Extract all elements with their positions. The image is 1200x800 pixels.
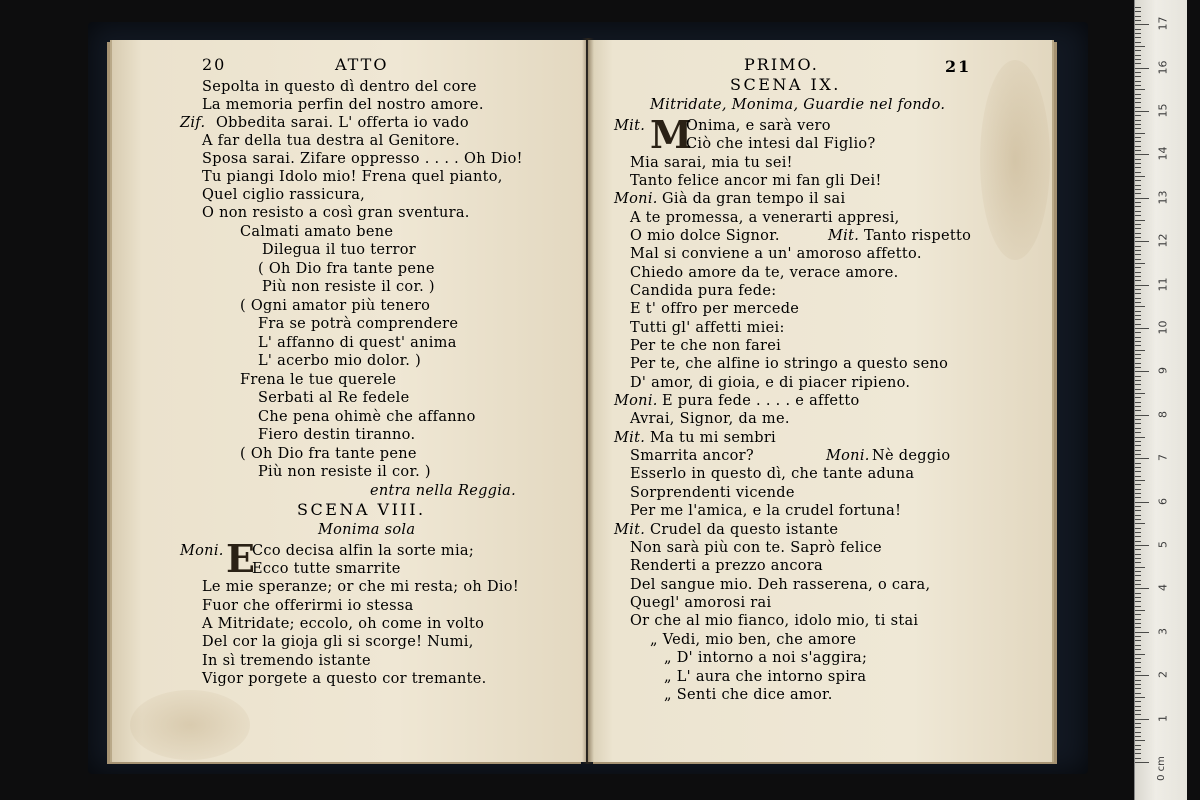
ruler-tick [1135, 588, 1149, 589]
page-number: 21 [945, 57, 972, 76]
ruler-label: 3 [1156, 627, 1170, 635]
paper-stain [980, 60, 1050, 260]
drop-capital: E [226, 536, 255, 581]
speaker-label: Moni. [614, 393, 658, 409]
aria-line: Dilegua il tuo terror [262, 242, 416, 258]
ruler-tick [1135, 693, 1141, 694]
ruler-tick [1135, 684, 1141, 685]
verse-line: E pura fede . . . . e affetto [662, 393, 860, 409]
ruler-tick [1135, 120, 1141, 121]
ruler-tick [1135, 667, 1141, 668]
speaker-label: Mit. [828, 228, 860, 244]
ruler-tick [1135, 376, 1141, 377]
ruler-tick [1135, 215, 1141, 216]
ruler-tick [1135, 567, 1145, 568]
ruler-tick [1135, 497, 1141, 498]
ruler-tick [1135, 762, 1149, 763]
speaker-label: Moni. [180, 543, 224, 559]
ruler-tick [1135, 701, 1141, 702]
ruler-tick [1135, 727, 1141, 728]
ruler-tick [1135, 467, 1141, 468]
ruler-tick [1135, 167, 1141, 168]
aria-line: „ Senti che dice amor. [664, 687, 833, 703]
ruler-tick [1135, 224, 1141, 225]
ruler-tick [1135, 458, 1149, 459]
ruler-tick [1135, 601, 1141, 602]
verse-line: D' amor, di gioia, e di piacer ripieno. [630, 375, 911, 391]
ruler-tick [1135, 432, 1141, 433]
scene-characters: Monima sola [318, 522, 416, 538]
ruler-label: 13 [1156, 190, 1170, 205]
ruler-tick [1135, 510, 1141, 511]
ruler-tick [1135, 20, 1141, 21]
speaker-label: Mit. [614, 522, 646, 538]
ruler-tick [1135, 736, 1141, 737]
aria-line: ( Oh Dio fra tante pene [258, 261, 435, 277]
running-head: ATTO [335, 55, 389, 74]
ruler-tick [1135, 98, 1141, 99]
ruler-tick [1135, 675, 1149, 676]
ruler-tick [1135, 732, 1141, 733]
ruler-tick [1135, 137, 1141, 138]
ruler-tick [1135, 72, 1141, 73]
aria-line: Frena le tue querele [240, 372, 397, 388]
ruler-tick [1135, 384, 1141, 385]
ruler-unit-label: 0 cm [1155, 756, 1167, 781]
verse-line: Cco decisa alfin la sorte mia; [252, 543, 475, 559]
ruler-tick [1135, 33, 1141, 34]
ruler-tick [1135, 16, 1141, 17]
ruler-tick [1135, 193, 1141, 194]
verse-line: Candida pura fede: [630, 283, 777, 299]
ruler-tick [1135, 150, 1141, 151]
ruler-tick [1135, 107, 1141, 108]
ruler-tick [1135, 523, 1145, 524]
ruler-tick [1135, 749, 1141, 750]
ruler-tick [1135, 619, 1141, 620]
ruler-tick [1135, 549, 1141, 550]
ruler-tick [1135, 697, 1145, 698]
ruler-tick [1135, 7, 1141, 8]
ruler-tick [1135, 159, 1141, 160]
ruler-tick [1135, 584, 1141, 585]
ruler-tick [1135, 46, 1145, 47]
ruler-tick [1135, 11, 1141, 12]
ruler-label: 12 [1156, 233, 1170, 248]
ruler-tick [1135, 541, 1141, 542]
ruler-tick [1135, 37, 1141, 38]
ruler-tick [1135, 562, 1141, 563]
ruler-tick [1135, 428, 1141, 429]
ruler-tick [1135, 519, 1141, 520]
scene-heading: SCENA IX. [730, 75, 841, 94]
ruler-tick [1135, 402, 1141, 403]
verse-line: Onima, e sarà vero [686, 118, 831, 134]
ruler-tick [1135, 128, 1141, 129]
ruler-tick [1135, 237, 1141, 238]
ruler-label: 6 [1156, 497, 1170, 505]
aria-line: „ Vedi, mio ben, che amore [650, 632, 857, 648]
aria-line: ( Ogni amator più tenero [240, 298, 431, 314]
ruler-tick [1135, 441, 1141, 442]
ruler-tick [1135, 480, 1145, 481]
ruler-tick [1135, 680, 1141, 681]
ruler-tick [1135, 89, 1145, 90]
ruler-label: 9 [1156, 367, 1170, 375]
ruler-tick [1135, 745, 1141, 746]
ruler-tick [1135, 59, 1141, 60]
verse-line: Per me l'amica, e la crudel fortuna! [630, 503, 902, 519]
verse-line: A te promessa, a venerarti appresi, [630, 210, 900, 226]
ruler-tick [1135, 328, 1149, 329]
ruler-tick [1135, 163, 1141, 164]
ruler-tick [1135, 141, 1141, 142]
ruler-tick [1135, 50, 1141, 51]
ruler-tick [1135, 202, 1141, 203]
ruler-tick [1135, 363, 1141, 364]
verse-line: Sepolta in questo dì dentro del core [202, 79, 477, 95]
ruler-tick [1135, 645, 1141, 646]
ruler-tick [1135, 662, 1141, 663]
speaker-label: Moni. [614, 191, 658, 207]
ruler-tick [1135, 476, 1141, 477]
ruler-tick [1135, 76, 1141, 77]
ruler-tick [1135, 285, 1149, 286]
verse-line: Tanto rispetto [864, 228, 972, 244]
ruler-tick [1135, 211, 1141, 212]
verse-line: In sì tremendo istante [202, 653, 371, 669]
verse-line: Ecco tutte smarrite [252, 561, 401, 577]
aria-line: Che pena ohimè che affanno [258, 409, 476, 425]
ruler-tick [1135, 345, 1141, 346]
ruler-tick [1135, 532, 1141, 533]
ruler-tick [1135, 515, 1141, 516]
ruler-tick [1135, 272, 1141, 273]
ruler-tick [1135, 354, 1141, 355]
ruler-tick [1135, 63, 1141, 64]
ruler-tick [1135, 671, 1141, 672]
ruler-tick [1135, 593, 1141, 594]
aria-line: ( Oh Dio fra tante pene [240, 446, 417, 462]
verse-line: Tanto felice ancor mi fan gli Dei! [630, 173, 882, 189]
ruler-tick [1135, 597, 1141, 598]
ruler-tick [1135, 484, 1141, 485]
ruler-tick [1135, 423, 1141, 424]
ruler-tick [1135, 606, 1141, 607]
verse-line: A far della tua destra al Genitore. [202, 133, 460, 149]
ruler-tick [1135, 580, 1141, 581]
verse-line: Chiedo amore da te, verace amore. [630, 265, 899, 281]
ruler-tick [1135, 706, 1141, 707]
verse-line: Mal si conviene a un' amoroso affetto. [630, 246, 922, 262]
ruler-tick [1135, 471, 1141, 472]
ruler-tick [1135, 298, 1141, 299]
ruler-tick [1135, 267, 1141, 268]
ruler-label: 1 [1156, 714, 1170, 722]
verse-line: La memoria perfin del nostro amore. [202, 97, 484, 113]
aria-line: Più non resiste il cor. ) [258, 464, 431, 480]
ruler-tick [1135, 180, 1141, 181]
ruler-tick [1135, 176, 1145, 177]
ruler-tick [1135, 115, 1141, 116]
verse-line: Tu piangi Idolo mio! Frena quel pianto, [202, 169, 503, 185]
ruler-tick [1135, 42, 1141, 43]
verse-line: Non sarà più con te. Saprò felice [630, 540, 882, 556]
verse-line: Per te, che alfine io stringo a questo seno [630, 356, 949, 372]
stage-direction: entra nella Reggia. [370, 483, 517, 499]
ruler-tick [1135, 397, 1141, 398]
ruler-tick [1135, 29, 1141, 30]
ruler-tick [1135, 133, 1145, 134]
verse-line: Del cor la gioja gli si scorge! Numi, [202, 634, 474, 650]
ruler-label: 10 [1156, 320, 1170, 335]
verse-line: Nè deggio [872, 448, 951, 464]
ruler-tick [1135, 419, 1141, 420]
ruler-tick [1135, 324, 1141, 325]
verse-line: Esserlo in questo dì, che tante aduna [630, 466, 915, 482]
ruler-tick [1135, 528, 1141, 529]
verse-line: Or che al mio fianco, idolo mio, ti stai [630, 613, 919, 629]
ruler-tick [1135, 55, 1141, 56]
verse-line: O mio dolce Signor. [630, 228, 780, 244]
ruler-tick [1135, 740, 1145, 741]
aria-line: Più non resiste il cor. ) [262, 279, 435, 295]
ruler-tick [1135, 389, 1141, 390]
ruler-tick [1135, 189, 1141, 190]
ruler-tick [1135, 502, 1149, 503]
ruler-tick [1135, 506, 1141, 507]
verse-line: Tutti gl' affetti miei: [630, 320, 785, 336]
speaker-label: Zif. [180, 115, 206, 131]
ruler-tick [1135, 206, 1141, 207]
ruler-tick [1135, 719, 1149, 720]
ruler-label: 16 [1156, 60, 1170, 75]
ruler-tick [1135, 111, 1149, 112]
ruler-tick [1135, 406, 1141, 407]
ruler-tick [1135, 640, 1141, 641]
ruler-tick [1135, 367, 1141, 368]
ruler-tick [1135, 68, 1149, 69]
verse-line: Crudel da questo istante [650, 522, 839, 538]
verse-line: Vigor porgete a questo cor tremante. [202, 671, 487, 687]
ruler-label: 7 [1156, 454, 1170, 462]
aria-line: Fiero destin tiranno. [258, 427, 416, 443]
verse-line: E t' offro per mercede [630, 301, 800, 317]
ruler-label: 14 [1156, 146, 1170, 161]
ruler-tick [1135, 293, 1141, 294]
ruler-tick [1135, 220, 1145, 221]
verse-line: Smarrita ancor? [630, 448, 754, 464]
ruler-tick [1135, 463, 1141, 464]
ruler-tick [1135, 302, 1141, 303]
ruler-tick [1135, 94, 1141, 95]
ruler-label: 2 [1156, 671, 1170, 679]
ruler-tick [1135, 371, 1149, 372]
ruler-tick [1135, 489, 1141, 490]
ruler-tick [1135, 124, 1141, 125]
ruler-tick [1135, 172, 1141, 173]
ruler-tick [1135, 254, 1141, 255]
ruler-tick [1135, 228, 1141, 229]
ruler-tick [1135, 649, 1141, 650]
ruler-tick [1135, 315, 1141, 316]
ruler-tick [1135, 380, 1141, 381]
ruler-tick [1135, 263, 1145, 264]
ruler-tick [1135, 410, 1141, 411]
ruler-tick [1135, 393, 1145, 394]
ruler-tick [1135, 350, 1145, 351]
paper-stain [130, 690, 250, 760]
ruler-tick [1135, 536, 1141, 537]
ruler-tick [1135, 445, 1141, 446]
ruler-tick [1135, 658, 1141, 659]
ruler-tick [1135, 450, 1141, 451]
ruler-tick [1135, 319, 1141, 320]
ruler-tick [1135, 575, 1141, 576]
ruler-tick [1135, 545, 1149, 546]
speaker-label: Mit. [614, 430, 646, 446]
ruler-tick [1135, 623, 1141, 624]
verse-line: A Mitridate; eccolo, oh come in volto [202, 616, 485, 632]
ruler-tick [1135, 723, 1141, 724]
ruler-tick [1135, 341, 1141, 342]
verse-line: Già da gran tempo il sai [662, 191, 846, 207]
verse-line: Mia sarai, mia tu sei! [630, 155, 793, 171]
aria-line: „ D' intorno a noi s'aggira; [664, 650, 868, 666]
ruler-label: 5 [1156, 541, 1170, 548]
speaker-label: Moni. [826, 448, 870, 464]
aria-line: Fra se potrà comprendere [258, 316, 459, 332]
ruler-tick [1135, 154, 1149, 155]
ruler-tick [1135, 332, 1141, 333]
verse-line: Sorprendenti vicende [630, 485, 795, 501]
drop-capital: M [650, 112, 693, 157]
verse-line: Ma tu mi sembri [650, 430, 776, 446]
speaker-label: Mit. [614, 118, 646, 134]
ruler-tick [1135, 233, 1141, 234]
ruler-tick [1135, 558, 1141, 559]
ruler-label: 4 [1156, 584, 1170, 592]
scene-heading: SCENA VIII. [297, 500, 426, 519]
verse-line: Renderti a prezzo ancora [630, 558, 823, 574]
verse-line: Sposa sarai. Zifare oppresso . . . . Oh Dio! [202, 151, 523, 167]
measuring-ruler [1134, 0, 1187, 800]
ruler-tick [1135, 632, 1149, 633]
ruler-tick [1135, 714, 1141, 715]
ruler-tick [1135, 306, 1145, 307]
verse-line: Fuor che offerirmi io stessa [202, 598, 414, 614]
ruler-tick [1135, 688, 1141, 689]
book-gutter [582, 38, 594, 764]
verse-line: Avrai, Signor, da me. [630, 411, 790, 427]
ruler-tick [1135, 81, 1141, 82]
page-number: 20 [202, 55, 227, 74]
ruler-tick [1135, 337, 1141, 338]
ruler-tick [1135, 554, 1141, 555]
ruler-tick [1135, 415, 1149, 416]
ruler-tick [1135, 246, 1141, 247]
verse-line: Quegl' amorosi rai [630, 595, 772, 611]
ruler-tick [1135, 276, 1141, 277]
ruler-tick [1135, 437, 1145, 438]
verse-line: O non resisto a così gran sventura. [202, 205, 470, 221]
ruler-label: 11 [1156, 277, 1170, 292]
ruler-tick [1135, 654, 1145, 655]
ruler-tick [1135, 280, 1141, 281]
verse-line: Del sangue mio. Deh rasserena, o cara, [630, 577, 931, 593]
ruler-label: 15 [1156, 103, 1170, 118]
verse-line: Le mie speranze; or che mi resta; oh Dio! [202, 579, 519, 595]
ruler-tick [1135, 311, 1141, 312]
ruler-tick [1135, 636, 1141, 637]
aria-line: Calmati amato bene [240, 224, 394, 240]
ruler-tick [1135, 614, 1141, 615]
ruler-tick [1135, 710, 1141, 711]
ruler-tick [1135, 241, 1149, 242]
ruler-tick [1135, 358, 1141, 359]
verse-line: Quel ciglio rassicura, [202, 187, 366, 203]
ruler-tick [1135, 571, 1141, 572]
ruler-label: 17 [1156, 16, 1170, 31]
ruler-tick [1135, 610, 1145, 611]
ruler-tick [1135, 627, 1141, 628]
aria-line: Serbati al Re fedele [258, 390, 410, 406]
ruler-tick [1135, 758, 1141, 759]
scene-characters: Mitridate, Monima, Guardie nel fondo. [650, 97, 946, 113]
ruler-tick [1135, 753, 1141, 754]
aria-line: L' affanno di quest' anima [258, 335, 457, 351]
ruler-tick [1135, 85, 1141, 86]
running-head: PRIMO. [744, 55, 819, 74]
verse-line: Obbedita sarai. L' offerta io vado [216, 115, 469, 131]
ruler-tick [1135, 146, 1141, 147]
ruler-tick [1135, 102, 1141, 103]
ruler-tick [1135, 493, 1141, 494]
verse-line: Ciò che intesi dal Figlio? [686, 136, 876, 152]
ruler-tick [1135, 259, 1141, 260]
ruler-tick [1135, 185, 1141, 186]
ruler-tick [1135, 24, 1149, 25]
ruler-tick [1135, 454, 1141, 455]
aria-line: „ L' aura che intorno spira [664, 669, 867, 685]
ruler-tick [1135, 250, 1141, 251]
ruler-tick [1135, 198, 1149, 199]
verse-line: Per te che non farei [630, 338, 782, 354]
aria-line: L' acerbo mio dolor. ) [258, 353, 422, 369]
ruler-tick [1135, 289, 1141, 290]
ruler-label: 8 [1156, 410, 1170, 418]
